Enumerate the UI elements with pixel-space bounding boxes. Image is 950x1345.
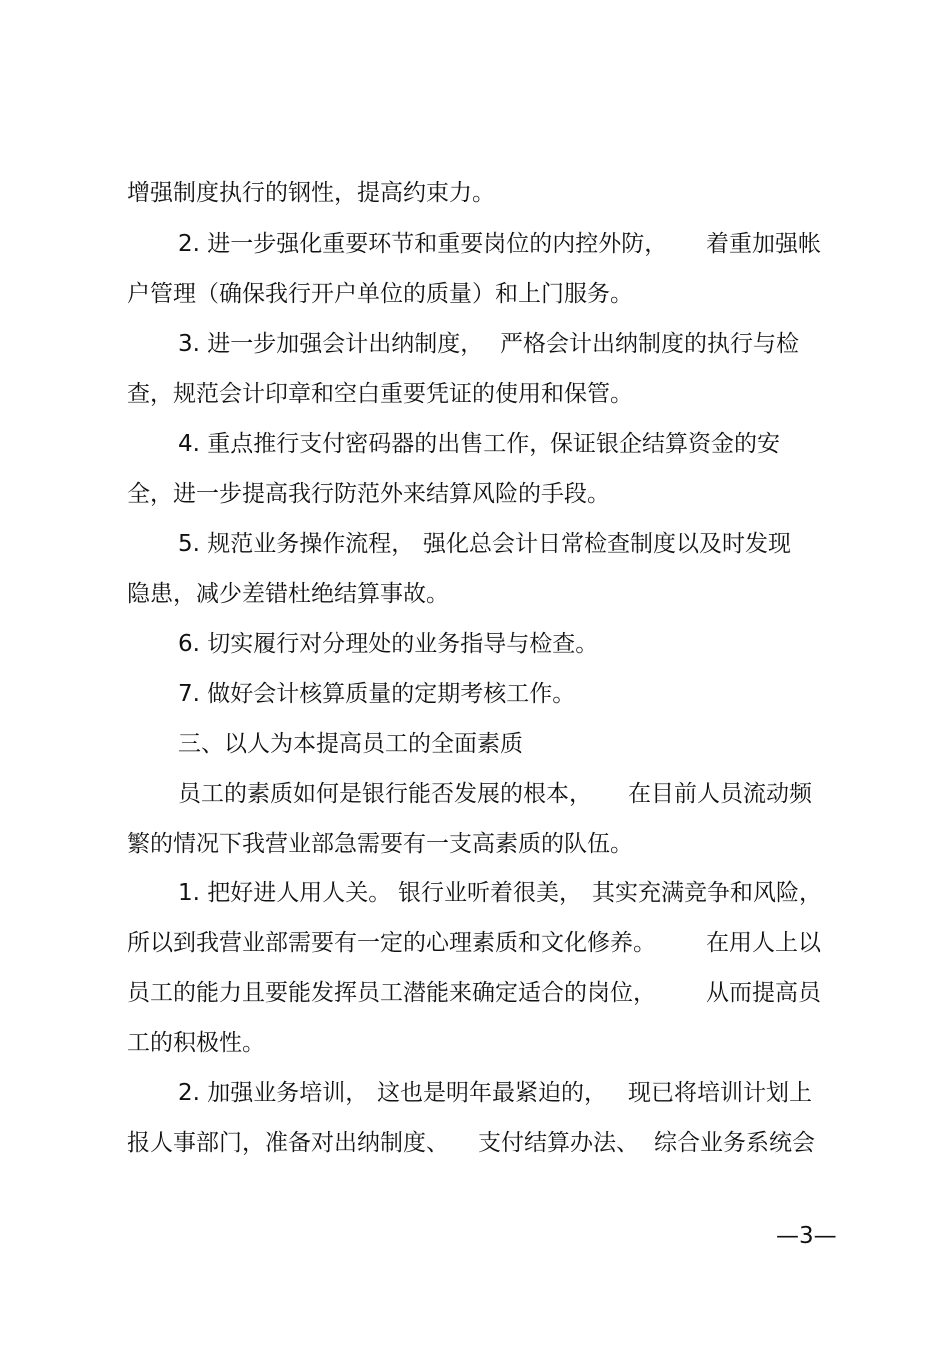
- text-segment: 三、以人为本提高员工的全面素质: [178, 731, 523, 757]
- text-line: [0, 674, 950, 714]
- text-line: [0, 624, 950, 664]
- text-line: [0, 374, 950, 414]
- text-segment: 其实充满竞争和风险，: [592, 880, 822, 906]
- text-segment: 这也是明年最紧迫的，: [377, 1080, 607, 1106]
- text-line: [0, 1023, 950, 1063]
- text-segment: 在目前人员流动频: [628, 781, 812, 807]
- text-segment: 综合业务系统会: [654, 1130, 815, 1156]
- text-segment: 着重加强帐: [706, 231, 821, 257]
- text-segment: 增强制度执行的钢性，提高约束力。: [127, 180, 495, 206]
- text-segment: 2. 进一步强化重要环节和重要岗位的内控外防，: [178, 231, 668, 257]
- text-segment: 强化总会计日常检查制度以及时发现: [423, 531, 791, 557]
- text-segment: 在用人上以: [706, 930, 821, 956]
- text-segment: 6. 切实履行对分理处的业务指导与检查。: [178, 631, 599, 657]
- text-segment: 银行业听着很美，: [398, 880, 582, 906]
- text-line: [0, 774, 950, 814]
- text-segment: 2. 加强业务培训，: [178, 1080, 369, 1106]
- text-segment: 全，进一步提高我行防范外来结算风险的手段。: [127, 481, 610, 507]
- text-segment: 4. 重点推行支付密码器的出售工作，: [178, 431, 553, 457]
- text-segment: 查，规范会计印章和空白重要凭证的使用和保管。: [127, 381, 633, 407]
- text-line: [0, 324, 950, 364]
- text-segment: 工的积极性。: [127, 1030, 265, 1056]
- text-segment: 户管理（确保我行开户单位的质量）和上门服务。: [127, 281, 633, 307]
- text-line: [0, 424, 950, 464]
- section-heading: [0, 724, 950, 764]
- text-line: [0, 973, 950, 1013]
- text-segment: 5. 规范业务操作流程，: [178, 531, 415, 557]
- text-segment: 3. 进一步加强会计出纳制度，: [178, 331, 484, 357]
- text-line: [0, 173, 950, 213]
- text-line: [0, 274, 950, 314]
- text-segment: 1. 把好进人用人关。: [178, 880, 392, 906]
- text-segment: 员工的素质如何是银行能否发展的根本，: [178, 781, 592, 807]
- text-segment: 严格会计出纳制度的执行与检: [500, 331, 799, 357]
- text-segment: 现已将培训计划上: [628, 1080, 812, 1106]
- text-segment: 报人事部门，准备对出纳制度、: [127, 1130, 449, 1156]
- text-segment: 保证银企结算资金的安: [550, 431, 780, 457]
- text-segment: 7. 做好会计核算质量的定期考核工作。: [178, 681, 576, 707]
- text-line: [0, 873, 950, 913]
- text-segment: 所以到我营业部需要有一定的心理素质和文化修养。: [127, 930, 656, 956]
- text-line: [0, 923, 950, 963]
- page-number: —3—: [776, 1223, 837, 1249]
- text-line: [0, 474, 950, 514]
- text-segment: 支付结算办法、: [478, 1130, 639, 1156]
- text-line: [0, 824, 950, 864]
- text-line: [0, 1123, 950, 1163]
- text-segment: 隐患，减少差错杜绝结算事故。: [127, 581, 449, 607]
- text-line: [0, 574, 950, 614]
- text-segment: 员工的能力且要能发挥员工潜能来确定适合的岗位，: [127, 980, 656, 1006]
- text-line: [0, 224, 950, 264]
- text-segment: 繁的情况下我营业部急需要有一支高素质的队伍。: [127, 831, 633, 857]
- text-line: [0, 524, 950, 564]
- text-segment: 从而提高员: [706, 980, 821, 1006]
- text-line: [0, 1073, 950, 1113]
